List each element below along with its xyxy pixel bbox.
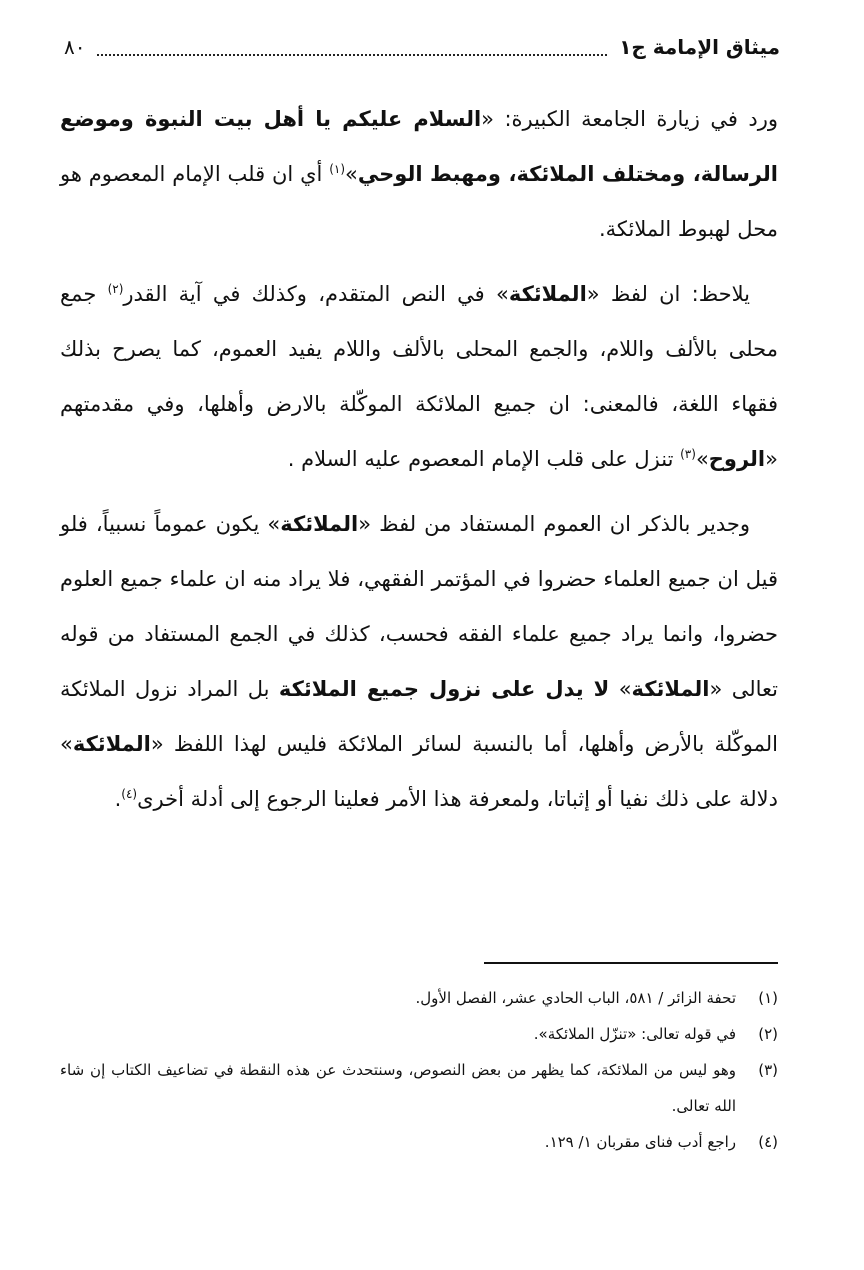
footnote-text: راجع أدب فناى مقربان ١/ ١٢٩. <box>544 1133 736 1151</box>
header-dotted-leader <box>97 46 607 56</box>
paragraph-2-text-c: جمع محلى بالألف واللام، والجمع المحلى بالألف واللام يفيد العموم، كما يصرح بذلك فقهاء اللغة، فالمعنى: ان جميع الملائكة الموكّلة بالارض وأهلها، وفي مقدمتهم « <box>60 282 778 471</box>
footnote-text: تحفة الزائر / ٥٨١، الباب الحادي عشر، الفصل الأول. <box>415 989 736 1007</box>
paragraph-1-text-b: » <box>345 162 358 186</box>
footnote-text: وهو ليس من الملائكة، كما يظهر من بعض النصوص، وسنتحدث عن هذه النقطة في تضاعيف الكتاب إن شاء الله تعالى. <box>60 1061 736 1115</box>
term-ruh: الروح <box>708 447 766 471</box>
paragraph-3-text-f: . <box>114 787 122 811</box>
footnote-number: (٤) <box>758 1133 778 1151</box>
paragraph-2-text-d: » <box>695 447 709 471</box>
paragraph-3-text-e: » دلالة على ذلك نفيا أو إثباتا، ولمعرفة هذا الأمر فعلينا الرجوع إلى أدلة أخرى <box>60 732 778 811</box>
footnote-number: (٣) <box>758 1061 778 1079</box>
footnote-ref-4[interactable]: (٤) <box>121 787 138 801</box>
footnote-ref-1[interactable]: (١) <box>329 162 346 176</box>
paragraph-3-text-d: بل المراد نزول الملائكة الموكّلة بالأرض وأهلها، أما بالنسبة لسائر الملائكة فليس لهذا اللفظ « <box>60 677 778 756</box>
footnote-1 <box>60 980 778 1016</box>
ziyara-quote: السلام عليكم يا أهل بيت النبوة وموضع الرسالة، ومختلف الملائكة، ومهبط الوحي <box>60 107 778 186</box>
footnote-3 <box>60 1052 778 1124</box>
footnote-2 <box>60 1016 778 1052</box>
paragraph-1-text-c: أي ان قلب الإمام المعصوم هو محل لهبوط الملائكة. <box>60 162 778 241</box>
page-number: ٨٠ <box>64 35 86 59</box>
paragraph-3 <box>60 497 778 827</box>
term-malaika: الملائكة <box>508 282 587 306</box>
paragraph-2-text-a: يلاحظ: ان لفظ « <box>586 282 750 306</box>
term-malaika: الملائكة <box>280 512 359 536</box>
paragraph-1-text-a: ورد في زيارة الجامعة الكبيرة: « <box>481 107 779 131</box>
running-header <box>64 30 780 64</box>
paragraph-2-text-e: تنزل على قلب الإمام المعصوم عليه السلام . <box>287 447 681 471</box>
term-malaika: الملائكة <box>72 732 151 756</box>
main-text <box>60 92 778 837</box>
footnote-number: (٢) <box>758 1025 778 1043</box>
footnote-ref-3[interactable]: (٣) <box>680 447 696 461</box>
emphasis-not-all-angels: لا يدل على نزول جميع الملائكة <box>278 677 610 701</box>
paragraph-3-text-a: وجدير بالذكر ان العموم المستفاد من لفظ « <box>358 512 750 536</box>
footnotes <box>60 980 778 1160</box>
footnote-number: (١) <box>758 989 778 1007</box>
footnote-4 <box>60 1124 778 1160</box>
running-header-row <box>64 35 780 59</box>
paragraph-3-text-b: » يكون عموماً نسبياً، فلو قيل ان جميع العلماء حضروا في المؤتمر الفقهي، فلا يراد منه ان علماء جميع العلوم حضروا، وانما يراد جميع علماء الفقه فحسب، كذلك في الجمع المستفاد من قوله تعالى « <box>60 512 779 701</box>
footnote-ref-2[interactable]: (٢) <box>107 282 124 296</box>
footnote-text: في قوله تعالى: «تنزّل الملائكة». <box>533 1025 736 1043</box>
paragraph-2 <box>60 267 778 487</box>
book-title: ميثاق الإمامة ج١ <box>619 35 780 59</box>
paragraph-3-text-c: » <box>609 677 632 701</box>
paragraph-2-text-b: » في النص المتقدم، وكذلك في آية القدر <box>123 282 509 306</box>
paragraph-1 <box>60 92 778 257</box>
term-malaika: الملائكة <box>631 677 710 701</box>
footnote-separator <box>484 962 778 964</box>
